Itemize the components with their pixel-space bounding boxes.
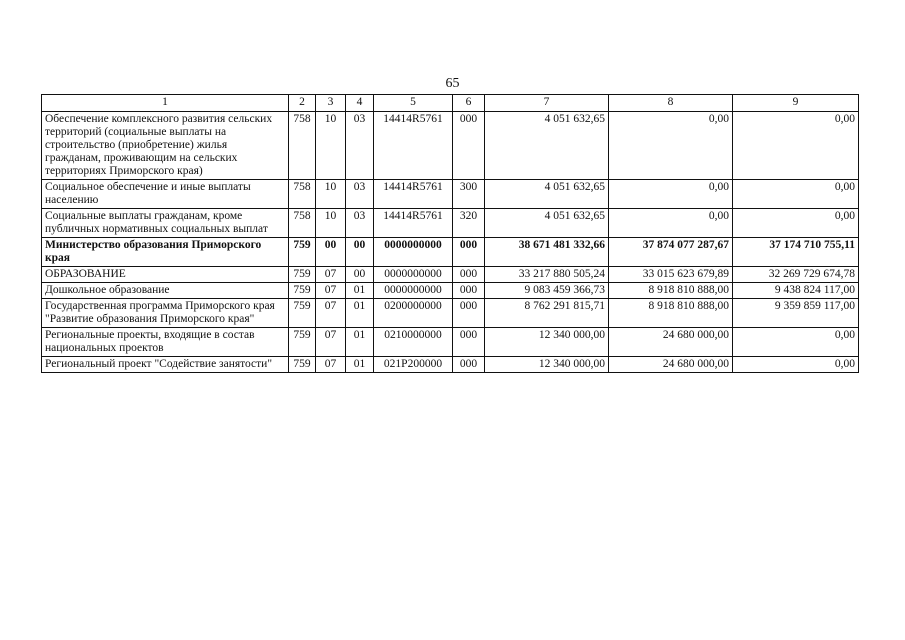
- amount-col-9: 32 269 729 674,78: [733, 267, 859, 283]
- budget-table: [41, 94, 859, 373]
- amount-col-9: 0,00: [733, 328, 859, 357]
- amount-col-9: 0,00: [733, 209, 859, 238]
- code-admin: 758: [289, 180, 316, 209]
- code-target: 0000000000: [374, 283, 453, 299]
- code-admin: 759: [289, 238, 316, 267]
- code-section: 07: [316, 357, 346, 373]
- table-row: [42, 328, 859, 357]
- amount-col-8: 8 918 810 888,00: [609, 283, 733, 299]
- code-expense-type: 000: [453, 267, 485, 283]
- amount-col-9: 9 438 824 117,00: [733, 283, 859, 299]
- amount-col-9: 9 359 859 117,00: [733, 299, 859, 328]
- amount-col-9: 0,00: [733, 180, 859, 209]
- code-admin: 759: [289, 357, 316, 373]
- amount-col-8: 8 918 810 888,00: [609, 299, 733, 328]
- code-subsection: 01: [346, 328, 374, 357]
- code-target: 14414R5761: [374, 209, 453, 238]
- code-target: 0000000000: [374, 238, 453, 267]
- row-name: Региональный проект "Содействие занятости": [42, 357, 289, 373]
- code-admin: 759: [289, 283, 316, 299]
- header-cell-8: 8: [609, 95, 733, 112]
- amount-col-7: 38 671 481 332,66: [485, 238, 609, 267]
- code-target: 14414R5761: [374, 112, 453, 180]
- code-expense-type: 320: [453, 209, 485, 238]
- header-cell-9: 9: [733, 95, 859, 112]
- code-section: 10: [316, 112, 346, 180]
- code-target: 14414R5761: [374, 180, 453, 209]
- code-section: 07: [316, 299, 346, 328]
- code-section: 00: [316, 238, 346, 267]
- code-admin: 759: [289, 267, 316, 283]
- code-expense-type: 000: [453, 283, 485, 299]
- table-row-total: [42, 238, 859, 267]
- amount-col-9: 0,00: [733, 112, 859, 180]
- header-cell-1: 1: [42, 95, 289, 112]
- code-admin: 758: [289, 112, 316, 180]
- amount-col-7: 4 051 632,65: [485, 209, 609, 238]
- amount-col-7: 12 340 000,00: [485, 357, 609, 373]
- row-name: Социальное обеспечение и иные выплаты населению: [42, 180, 289, 209]
- header-cell-3: 3: [316, 95, 346, 112]
- page-number: 65: [445, 76, 460, 91]
- code-expense-type: 000: [453, 357, 485, 373]
- code-subsection: 00: [346, 238, 374, 267]
- table-row: [42, 299, 859, 328]
- row-name: Государственная программа Приморского края "Развитие образования Приморского края": [42, 299, 289, 328]
- table-row: [42, 209, 859, 238]
- code-subsection: 03: [346, 180, 374, 209]
- code-expense-type: 000: [453, 299, 485, 328]
- amount-col-7: 33 217 880 505,24: [485, 267, 609, 283]
- amount-col-8: 37 874 077 287,67: [609, 238, 733, 267]
- table-row: [42, 180, 859, 209]
- amount-col-7: 8 762 291 815,71: [485, 299, 609, 328]
- amount-col-8: 0,00: [609, 112, 733, 180]
- amount-col-8: 0,00: [609, 209, 733, 238]
- amount-col-7: 4 051 632,65: [485, 180, 609, 209]
- row-name: Министерство образования Приморского края: [42, 238, 289, 267]
- amount-col-8: 24 680 000,00: [609, 328, 733, 357]
- code-expense-type: 000: [453, 112, 485, 180]
- row-name: Региональные проекты, входящие в состав национальных проектов: [42, 328, 289, 357]
- code-target: 021P200000: [374, 357, 453, 373]
- amount-col-7: 4 051 632,65: [485, 112, 609, 180]
- code-admin: 759: [289, 328, 316, 357]
- code-subsection: 03: [346, 209, 374, 238]
- table-body: [42, 112, 859, 373]
- header-cell-5: 5: [374, 95, 453, 112]
- table-row: [42, 267, 859, 283]
- row-name: Социальные выплаты гражданам, кроме публичных нормативных социальных выплат: [42, 209, 289, 238]
- header-cell-6: 6: [453, 95, 485, 112]
- row-name: Обеспечение комплексного развития сельских территорий (социальные выплаты на строительство (приобретение) жилья гражданам, проживающим на сельских территориях Приморского края): [42, 112, 289, 180]
- code-target: 0210000000: [374, 328, 453, 357]
- header-cell-2: 2: [289, 95, 316, 112]
- code-target: 0000000000: [374, 267, 453, 283]
- code-section: 07: [316, 267, 346, 283]
- amount-col-7: 9 083 459 366,73: [485, 283, 609, 299]
- table-row: [42, 283, 859, 299]
- code-subsection: 00: [346, 267, 374, 283]
- header-cell-7: 7: [485, 95, 609, 112]
- code-subsection: 01: [346, 357, 374, 373]
- code-expense-type: 000: [453, 328, 485, 357]
- code-expense-type: 300: [453, 180, 485, 209]
- code-subsection: 01: [346, 283, 374, 299]
- amount-col-9: 37 174 710 755,11: [733, 238, 859, 267]
- code-admin: 758: [289, 209, 316, 238]
- code-subsection: 01: [346, 299, 374, 328]
- table-header: [42, 95, 859, 112]
- row-name: ОБРАЗОВАНИЕ: [42, 267, 289, 283]
- code-subsection: 03: [346, 112, 374, 180]
- code-admin: 759: [289, 299, 316, 328]
- code-target: 0200000000: [374, 299, 453, 328]
- code-section: 10: [316, 209, 346, 238]
- header-row: [42, 95, 859, 112]
- header-cell-4: 4: [346, 95, 374, 112]
- row-name: Дошкольное образование: [42, 283, 289, 299]
- amount-col-7: 12 340 000,00: [485, 328, 609, 357]
- amount-col-8: 0,00: [609, 180, 733, 209]
- amount-col-9: 0,00: [733, 357, 859, 373]
- table-row: [42, 112, 859, 180]
- amount-col-8: 33 015 623 679,89: [609, 267, 733, 283]
- code-expense-type: 000: [453, 238, 485, 267]
- code-section: 10: [316, 180, 346, 209]
- table-row: [42, 357, 859, 373]
- amount-col-8: 24 680 000,00: [609, 357, 733, 373]
- code-section: 07: [316, 328, 346, 357]
- code-section: 07: [316, 283, 346, 299]
